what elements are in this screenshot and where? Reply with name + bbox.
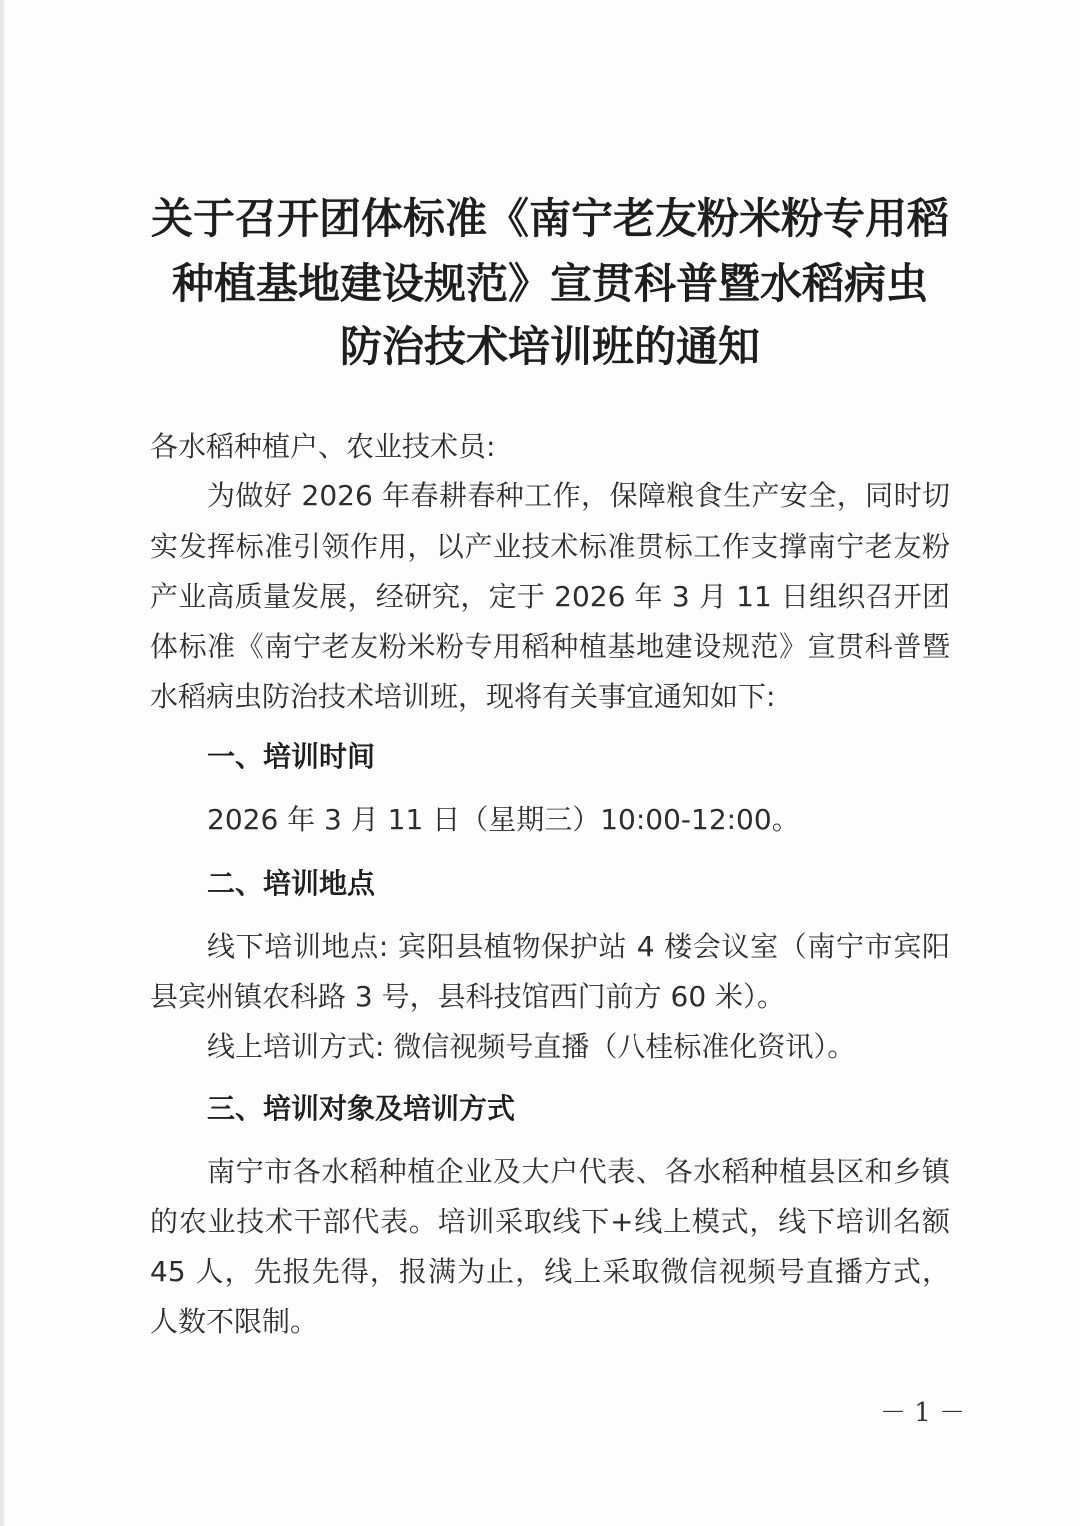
section-2-line-3: 线上培训方式: 微信视频号直播（八桂标准化资讯）。 [207,1030,856,1063]
scan-edge [0,0,4,1526]
section-2-line-2: 县宾州镇农科路 3 号，县科技馆西门前方 60 米）。 [150,980,786,1013]
intro-line-5: 水稻病虫防治技术培训班，现将有关事宜通知如下: [150,680,776,713]
section-3-line-2: 的农业技术干部代表。培训采取线下+线上模式，线下培训名额 [150,1205,950,1238]
salutation: 各水稻种植户、农业技术员: [150,430,496,463]
document-title-line-2: 种植基地建设规范》宣贯科普暨水稻病虫 [171,259,928,308]
intro-line-2: 实发挥标准引领作用，以产业技术标准贯标工作支撑南宁老友粉 [150,530,950,563]
document-title-line-3: 防治技术培训班的通知 [339,322,760,371]
section-1-heading: 一、培训时间 [207,740,376,773]
section-2-heading: 二、培训地点 [207,867,376,900]
section-3-heading: 三、培训对象及培训方式 [207,1092,516,1125]
section-3-line-3: 45 人，先报先得，报满为止，线上采取微信视频号直播方式， [150,1255,950,1288]
intro-line-1: 为做好 2026 年春耕春种工作，保障粮食生产安全，同时切 [207,479,950,512]
section-2-line-1: 线下培训地点: 宾阳县植物保护站 4 楼会议室（南宁市宾阳 [207,930,950,963]
section-3-line-1: 南宁市各水稻种植企业及大户代表、各水稻种植县区和乡镇 [207,1155,950,1188]
document-title-line-1: 关于召开团体标准《南宁老友粉米粉专用稻 [150,194,949,243]
section-3-line-4: 人数不限制。 [150,1305,319,1338]
page-number: － 1 － [880,1398,966,1428]
intro-line-4: 体标准《南宁老友粉米粉专用稻种植基地建设规范》宣贯科普暨 [150,630,950,663]
section-1-text: 2026 年 3 月 11 日（星期三）10:00-12:00。 [207,803,800,836]
intro-line-3: 产业高质量发展，经研究，定于 2026 年 3 月 11 日组织召开团 [150,580,950,613]
